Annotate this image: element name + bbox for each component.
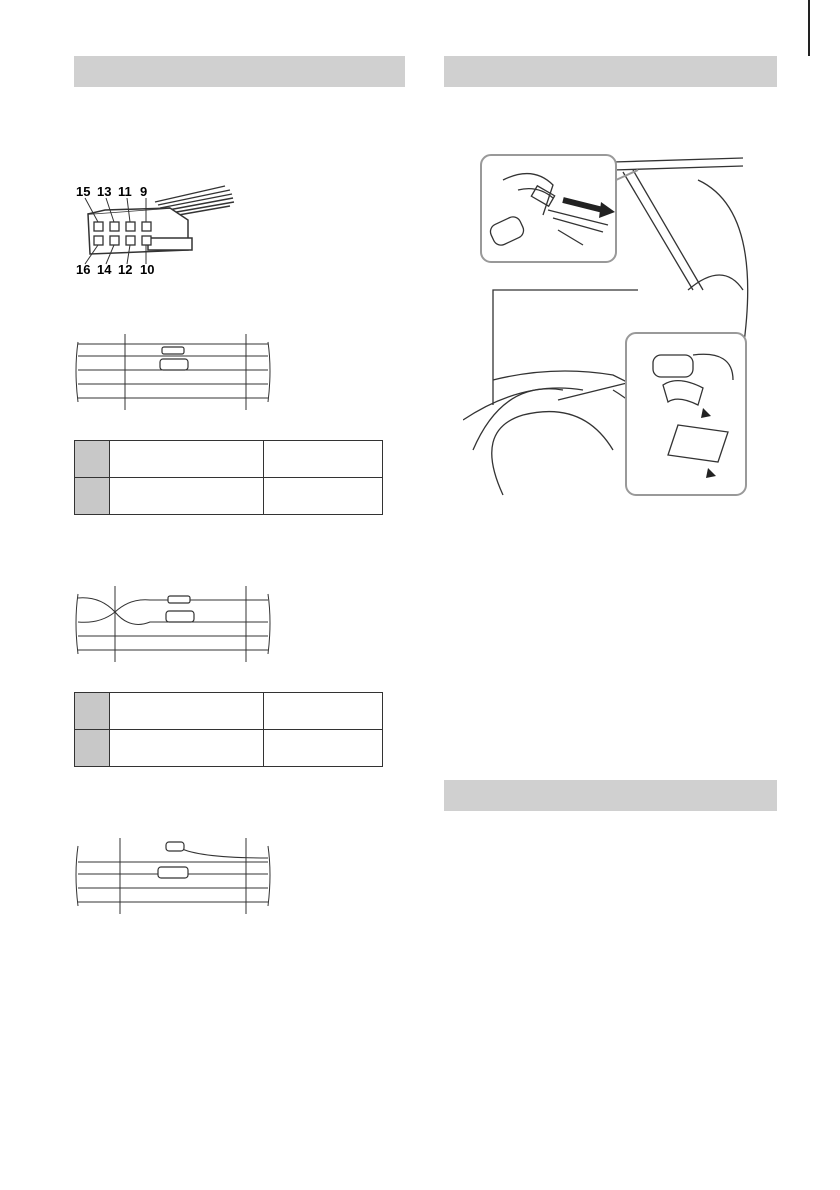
section-title-right-bottom <box>444 780 777 794</box>
wiring-diagram-straight <box>70 330 280 412</box>
table-row <box>75 441 383 478</box>
pin-14: 14 <box>97 262 112 277</box>
row-cell <box>264 693 383 730</box>
wiring-diagram-crossed <box>70 582 280 664</box>
section-header-right-bottom <box>444 780 777 811</box>
table-row <box>75 478 383 515</box>
row-key <box>75 693 110 730</box>
pin-11: 11 <box>118 184 132 199</box>
table-row <box>75 693 383 730</box>
row-cell <box>264 441 383 478</box>
row-key <box>75 441 110 478</box>
row-cell <box>110 730 264 767</box>
row-cell <box>264 478 383 515</box>
section-header-right <box>444 56 777 87</box>
cut-mark <box>808 0 810 56</box>
section-header-left <box>74 56 405 87</box>
section-title-right <box>444 56 777 70</box>
wiring-diagram-single <box>70 834 280 916</box>
iso-connector-figure <box>70 180 250 280</box>
wiring-table-2 <box>74 692 383 767</box>
row-cell <box>110 441 264 478</box>
inset-bottom <box>626 333 746 495</box>
wiring-table-1 <box>74 440 383 515</box>
row-key <box>75 730 110 767</box>
section-title-left <box>74 56 405 70</box>
pin-15: 15 <box>76 184 91 199</box>
pin-9: 9 <box>140 184 148 199</box>
pin-13: 13 <box>97 184 112 199</box>
inset-top <box>481 155 638 262</box>
table-row <box>75 730 383 767</box>
row-cell <box>264 730 383 767</box>
pin-10: 10 <box>140 262 155 277</box>
row-cell <box>110 478 264 515</box>
microphone-install-figure <box>463 150 763 500</box>
row-cell <box>110 693 264 730</box>
row-key <box>75 478 110 515</box>
pin-12: 12 <box>118 262 133 277</box>
pin-16: 16 <box>76 262 91 277</box>
